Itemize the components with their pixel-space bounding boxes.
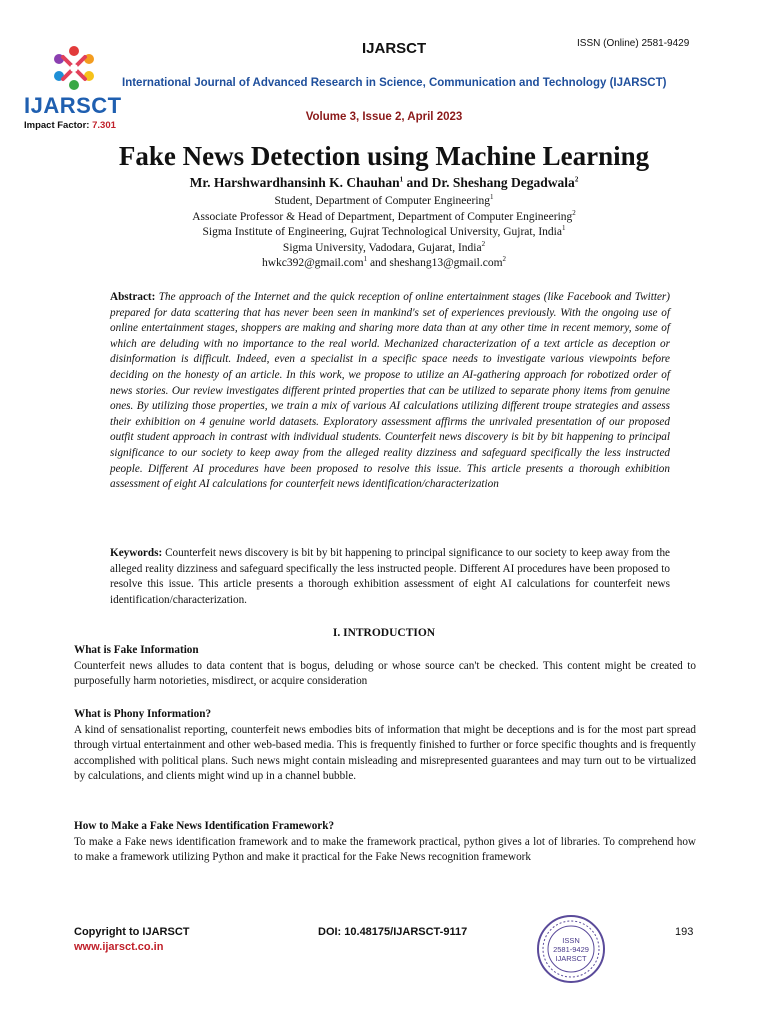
issn: ISSN (Online) 2581-9429: [577, 38, 690, 49]
author-2: Dr. Sheshang Degadwala: [431, 175, 575, 190]
impact-label: Impact Factor:: [24, 120, 90, 131]
seal-line-3: IJARSCT: [555, 954, 587, 963]
email-2[interactable]: sheshang13@gmail.com: [389, 257, 503, 269]
brand-name: IJARSCT: [24, 93, 122, 118]
section-identification-framework: [74, 819, 696, 866]
paragraph: Counterfeit news alludes to data content that is bogus, deluding or whose source can't be checked. This content might be created to purposefully harm notorieties, misdirect, or acquire consideration: [74, 659, 696, 688]
subsection-title: What is Fake Information: [74, 644, 199, 656]
volume-issue: Volume 3, Issue 2, April 2023: [305, 111, 463, 123]
journal-full-name: International Journal of Advanced Research in Science, Communication and Technology (IJARSCT): [122, 77, 667, 89]
author-1-sup: 1: [399, 175, 404, 184]
keywords-label: Keywords:: [110, 547, 163, 559]
affiliation-4: Sigma University, Vadodara, Gujarat, India$^2$: [282, 239, 486, 254]
abstract-text: The approach of the Internet and the quick reception of online entertainment stages (like Facebook and Twitter) prepared for data scattering that has never been seen in mankind's set of experiences previously. With the ongoing use of online entertainment stages, shoppers are making and sharing more data than at any other time in recent memory, some of which are deluding with no importance to the real world. Mechanized characterization of a text article as deception or disinformation is difficult. Indeed, even a specialist in a specific space needs to investigate various viewpoints before deciding on the honesty of an article. In this work, we propose to utilize an AI-gathering approach for robotized order of news stories. Our review investigates different printed properties that can be utilized to separate phony items from genuine ones. By utilizing those properties, we train a mix of various AI calculations utilizing different troupe strategies and assess their exhibition on 4 genuine world datasets. Exploratory assessment affirms the unrivaled presentation of our proposed outfit student approach in contrast with individual students. Counterfeit news discovery is bit by bit happening to principal significance to our society to keep away from the alleged reality dizziness and safeguard specifically the less instructed people. Different AI procedures have been proposed to resolve this issue. This article presents a thorough exhibition assessment of eight AI calculations for counterfeit news identification/characterization: [110, 291, 671, 491]
footer-copyright: Copyright to IJARSCT: [74, 926, 190, 938]
author-1: Mr. Harshwardhansinh K. Chauhan: [189, 175, 400, 190]
paragraph: To make a Fake news identification framework and to make the framework practical, python gives a lot of libraries. To comprehend how to make a framework utilizing Python and make it practical for the Fake News recognition framework: [74, 835, 696, 864]
footer-website-link[interactable]: www.ijarsct.co.in: [74, 941, 164, 953]
seal-line-1: ISSN: [562, 936, 580, 945]
paragraph: A kind of sensationalist reporting, counterfeit news embodies bits of information that might be deceptions and is for the most part spread through virtual entertainment and other web-based media. This is frequently finished to further or force specific thoughts and is frequently accomplished with political plans. Such news might contain misleading and misrepresented guarantees and may turn out to be virtualized by calculations, and clients might wind up in a channel bubble.: [74, 723, 696, 783]
email-1[interactable]: hwkc392@gmail.com: [261, 257, 364, 269]
issn-seal: [536, 914, 606, 984]
section-fake-information: [74, 643, 696, 690]
section-heading-introduction: I. INTRODUCTION: [332, 627, 436, 639]
abstract-label: Abstract:: [110, 291, 156, 303]
affiliation-3: Sigma Institute of Engineering, Gujrat Technological University, Gujrat, India$^1$: [202, 224, 566, 238]
author-2-sup: 2: [574, 175, 579, 184]
seal-line-2: 2581-9429: [553, 945, 589, 954]
author-join: and: [403, 175, 432, 190]
section-phony-information: [74, 707, 696, 785]
affiliation-1: Student, Department of Computer Engineering$^1$: [274, 193, 494, 207]
page-number: 193: [675, 926, 694, 938]
subsection-title: What is Phony Information?: [74, 708, 212, 720]
impact-value: 7.301: [92, 120, 116, 131]
keywords: [110, 546, 670, 608]
emails: hwkc392@gmail.com$^1$ and sheshang13@gmail.com$^2$: [261, 255, 507, 269]
footer-doi: DOI: 10.48175/IJARSCT-9117: [318, 926, 468, 938]
affiliation-2: Associate Professor & Head of Department, Department of Computer Engineering$^2$: [192, 208, 576, 223]
paper-title: Fake News Detection using Machine Learning: [118, 141, 650, 171]
affiliations: [0, 194, 768, 272]
journal-short-name: IJARSCT: [362, 40, 427, 57]
keywords-text: Counterfeit news discovery is bit by bit happening to principal significance to our society to keep away from the alleged reality dizziness and safeguard specifically the less instructed people. Different AI procedures have been proposed to resolve this issue. This article presents a thorough exhibition assessment of eight AI calculations for counterfeit news identification/characterization.: [110, 547, 670, 606]
abstract: [110, 290, 670, 493]
subsection-title: How to Make a Fake News Identification Framework?: [74, 820, 335, 832]
authors: [0, 175, 768, 191]
